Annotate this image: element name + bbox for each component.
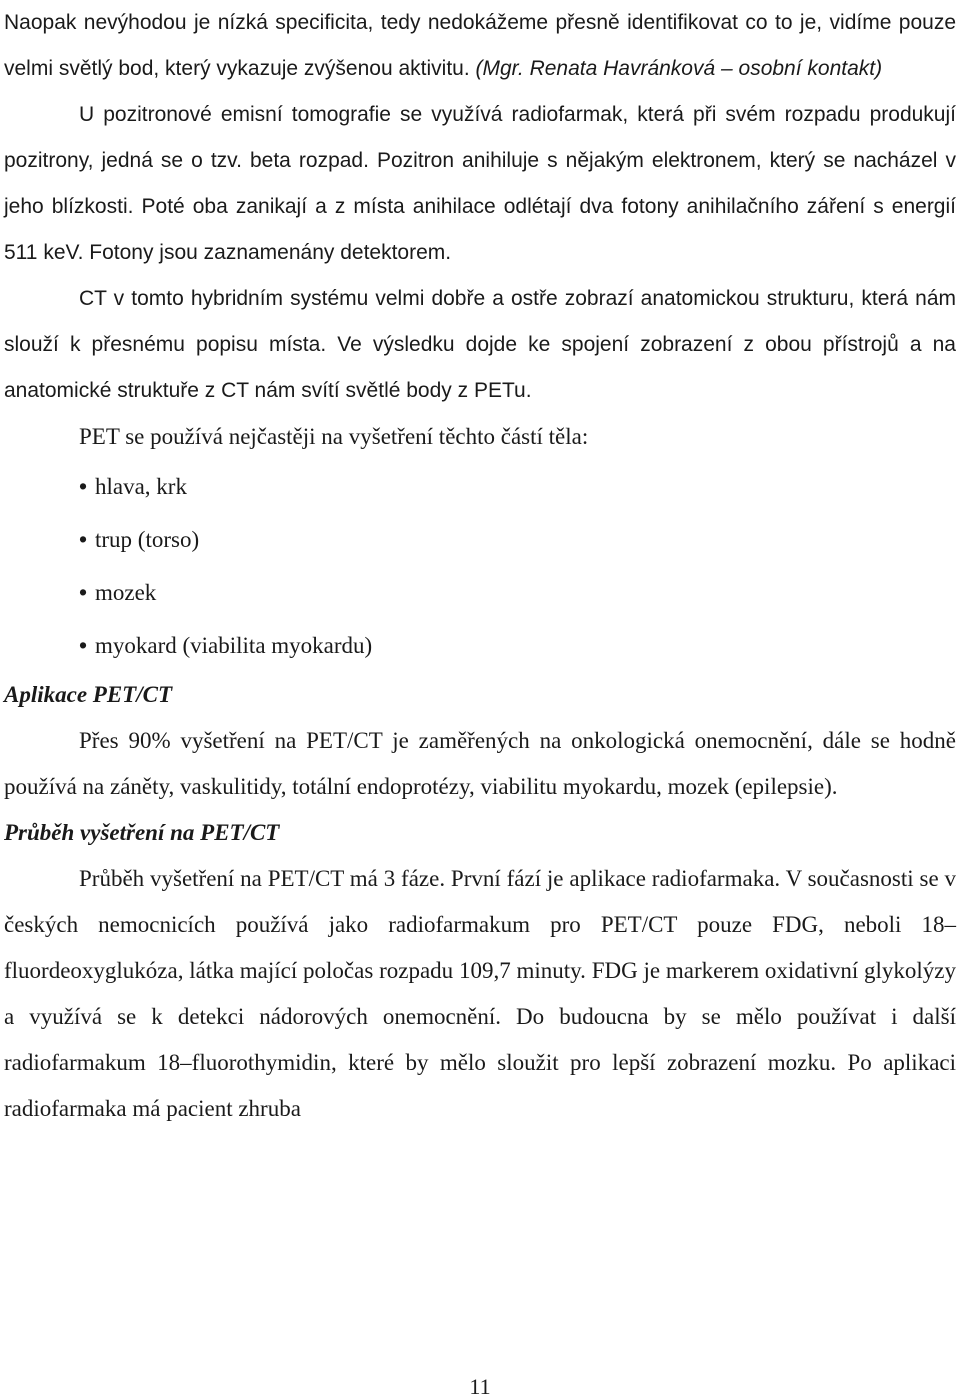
- list-item: [79, 566, 956, 619]
- document-page: [4, 0, 956, 1132]
- paragraph-procedure: Průběh vyšetření na PET/CT má 3 fáze. První fází je aplikace radiofarmaka. V současnosti se v českých nemocnicích používá jako radiofarmakum pro PET/CT pouze FDG, neboli 18–fluordeoxyglukóza, látka mající poločas rozpadu 109,7 minuty. FDG je markerem oxidativní glykolýzy a využívá se k detekci nádorových onemocnění. Do budoucna by se mělo používat i další radiofarmakum 18–fluorothymidin, které by mělo sloužit pro lepší zobrazení mozku. Po aplikaci radiofarmaka má pacient zhruba: [4, 866, 956, 1121]
- paragraph-limitations-text: Naopak nevýhodou je nízká specificita, tedy nedokážeme přesně identifikovat co to je, vidíme pouze velmi světlý bod, který vykazuje zvýšenou aktivitu.: [4, 11, 956, 80]
- section-heading-application: Aplikace PET/CT: [4, 682, 173, 707]
- paragraph-pet-principle-b: Pozitron anihiluje s nějakým elektronem, který se nacházel v jeho blízkosti. Poté oba zanikají a z místa anihilace odlétají dva fotony anihilačního záření s energií 511 keV. Fotony jsou zaznamenány detektorem.: [4, 149, 956, 264]
- citation: (Mgr. Renata Havránková – osobní kontakt): [475, 57, 883, 80]
- list-item-label: myokard (viabilita myokardu): [95, 633, 373, 658]
- section-heading-procedure: Průběh vyšetření na PET/CT: [4, 820, 280, 845]
- list-item-label: mozek: [95, 580, 157, 605]
- paragraph-limitations: [4, 0, 956, 92]
- list-item: [79, 619, 956, 672]
- paragraph-ct-hybrid: CT v tomto hybridním systému velmi dobře a ostře zobrazí anatomickou strukturu, která nám slouží k přesnému popisu místa. Ve výsledku dojde ke spojení zobrazení z obou přístrojů a na anatomické struktuře z CT nám svítí světlé body z PETu.: [4, 287, 956, 402]
- bullet-icon: •: [79, 526, 88, 552]
- paragraph-pet-principle: [4, 92, 956, 276]
- paragraph-application: Přes 90% vyšetření na PET/CT je zaměřených na onkologická onemocnění, dále se hodně používá na záněty, vaskulitidy, totální endoprotézy, viabilitu myokardu, mozek (epilepsie).: [4, 728, 956, 799]
- paragraph-pet-usage-intro: PET se používá nejčastěji na vyšetření těchto částí těla:: [79, 424, 589, 449]
- list-item-label: trup (torso): [95, 527, 200, 552]
- bullet-icon: •: [79, 473, 88, 499]
- list-item: [79, 460, 956, 513]
- bullet-icon: •: [79, 632, 88, 658]
- bullet-icon: •: [79, 579, 88, 605]
- paragraph-pet-principle-a: U pozitronové emisní tomografie se využívá radiofarmak, která při svém rozpadu produkují pozitrony, jedná se o tzv. beta rozpad.: [4, 103, 956, 172]
- list-item-label: hlava, krk: [95, 474, 187, 499]
- list-item: [79, 513, 956, 566]
- page-number: 11: [469, 1374, 491, 1399]
- body-parts-list: [4, 460, 956, 672]
